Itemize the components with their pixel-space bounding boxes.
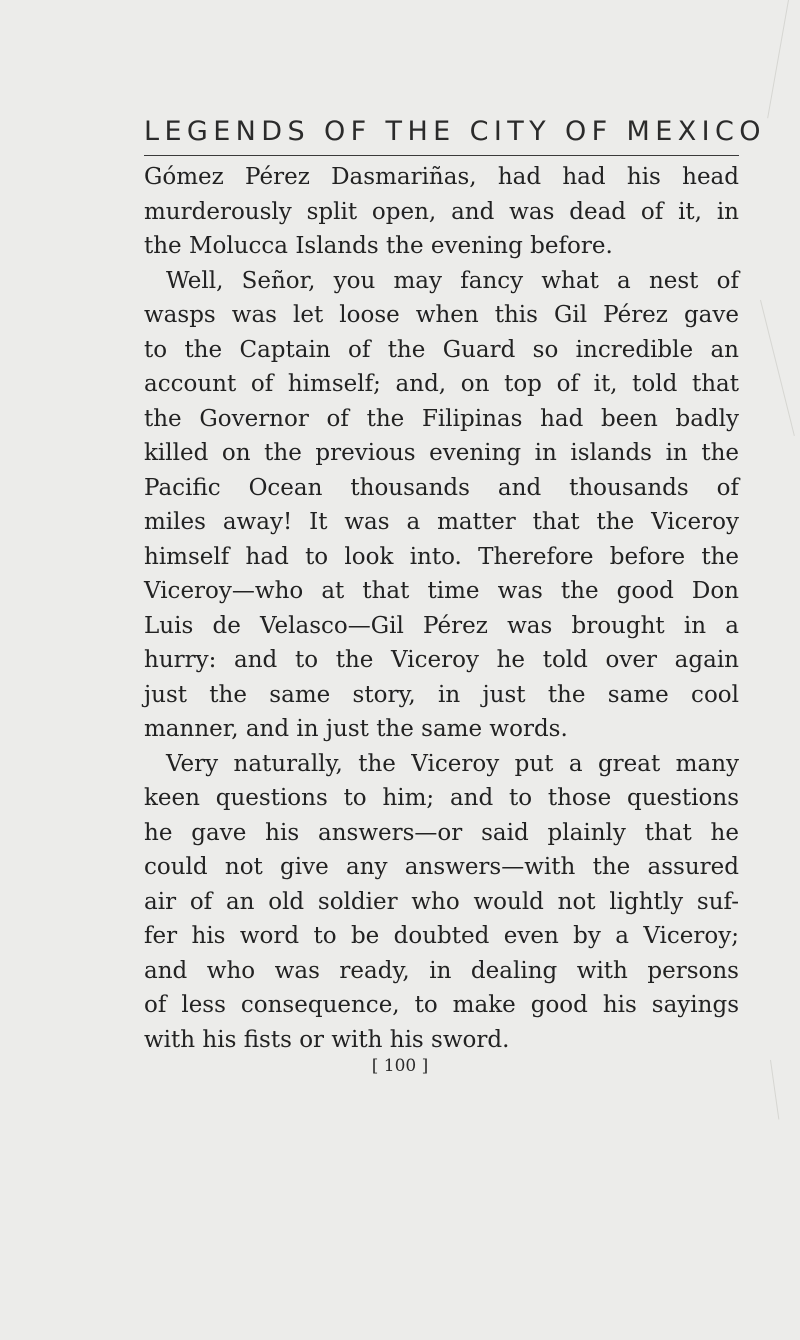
text-line: and who was ready, in dealing with persons (144, 957, 739, 984)
page-crease-mark (760, 300, 795, 436)
text-line: Well, Señor, you may fancy what a nest of (166, 267, 739, 294)
body-text (144, 160, 744, 1057)
text-line: miles away! It was a matter that the Viceroy (144, 509, 739, 535)
text-line: keen questions to him; and to those questions (144, 785, 739, 811)
text-line: Viceroy—who at that time was the good Don (144, 578, 739, 604)
text-line: killed on the previous evening in islands in the (144, 440, 739, 466)
text-line: murderously split open, and was dead of it, in (144, 198, 739, 225)
text-line: could not give any answers—with the assured (144, 854, 739, 880)
text-line: manner, and in just the same words. (144, 716, 568, 742)
text-line: Gómez Pérez Dasmariñas, had had his head (144, 164, 739, 190)
text-line: Pacific Ocean thousands and thousands of (144, 474, 739, 501)
text-line: Luis de Velasco—Gil Pérez was brought in a (144, 612, 739, 639)
text-line: Very naturally, the Viceroy put a great many (166, 750, 739, 777)
text-line: air of an old soldier who would not lightly suf- (144, 888, 739, 915)
text-line: account of himself; and, on top of it, told that (144, 371, 739, 397)
text-line: hurry: and to the Viceroy he told over again (144, 647, 739, 673)
text-line: the Molucca Islands the evening before. (144, 233, 613, 259)
text-line: to the Captain of the Guard so incredible an (144, 336, 739, 363)
text-line: fer his word to be doubted even by a Viceroy; (144, 923, 739, 949)
running-head: LEGENDS OF THE CITY OF MEXICO (144, 116, 766, 147)
text-line: with his fists or with his sword. (144, 1026, 510, 1053)
text-line: just the same story, in just the same cool (144, 681, 739, 708)
text-line: wasps was let loose when this Gil Pérez gave (144, 302, 739, 328)
page-crease-mark (767, 0, 789, 118)
text-line: he gave his answers—or said plainly that he (144, 819, 739, 846)
text-line: of less consequence, to make good his sayings (144, 992, 739, 1018)
text-line: the Governor of the Filipinas had been badly (144, 405, 739, 432)
page-number: [ 100 ] (371, 1056, 429, 1076)
text-line: himself had to look into. Therefore before the (144, 543, 739, 570)
header-rule (144, 155, 739, 156)
